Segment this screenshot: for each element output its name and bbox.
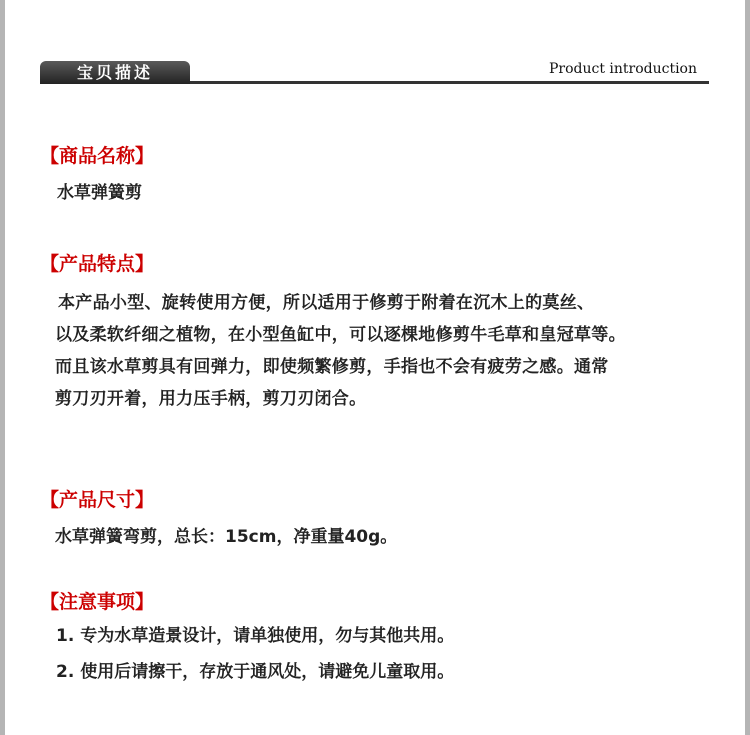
heading-text: 商品名称 [59, 145, 136, 167]
product-features-heading [40, 249, 154, 276]
bracket-left: 【 [40, 253, 60, 275]
product-size-value: 水草弹簧弯剪，总长：15cm，净重量40g。 [55, 527, 398, 547]
product-size-heading [40, 485, 154, 512]
section-header [40, 60, 709, 84]
bracket-right: 】 [135, 489, 155, 511]
feature-line: 以及柔软纤细之植物，在小型鱼缸中，可以逐棵地修剪牛毛草和皇冠草等。 [55, 325, 626, 345]
bracket-right: 】 [135, 145, 155, 167]
header-subtitle: Product introduction [548, 61, 697, 77]
notes-heading [40, 587, 154, 614]
bracket-left: 【 [40, 591, 60, 613]
product-name-heading [40, 141, 154, 168]
feature-line: 而且该水草剪具有回弹力，即使频繁修剪，手指也不会有疲劳之感。通常 [55, 357, 609, 377]
note-item: 2. 使用后请擦干，存放于通风处，请避免儿童取用。 [56, 662, 455, 682]
feature-line: 本产品小型、旋转使用方便，所以适用于修剪于附着在沉木上的莫丝、 [58, 293, 595, 313]
left-border [0, 0, 5, 735]
header-tab: 宝贝描述 [40, 61, 190, 84]
bracket-right: 】 [135, 253, 155, 275]
product-name-value: 水草弹簧剪 [57, 183, 142, 203]
heading-text: 产品尺寸 [59, 489, 136, 511]
note-item: 1. 专为水草造景设计，请单独使用，勿与其他共用。 [56, 626, 455, 646]
bracket-left: 【 [40, 145, 60, 167]
product-features-text [55, 287, 715, 415]
heading-text: 产品特点 [59, 253, 136, 275]
heading-text: 注意事项 [59, 591, 136, 613]
feature-line: 剪刀刃开着，用力压手柄，剪刀刃闭合。 [55, 389, 367, 409]
bracket-right: 】 [135, 591, 155, 613]
notes-list [56, 622, 454, 694]
right-border [745, 0, 750, 735]
bracket-left: 【 [40, 489, 60, 511]
